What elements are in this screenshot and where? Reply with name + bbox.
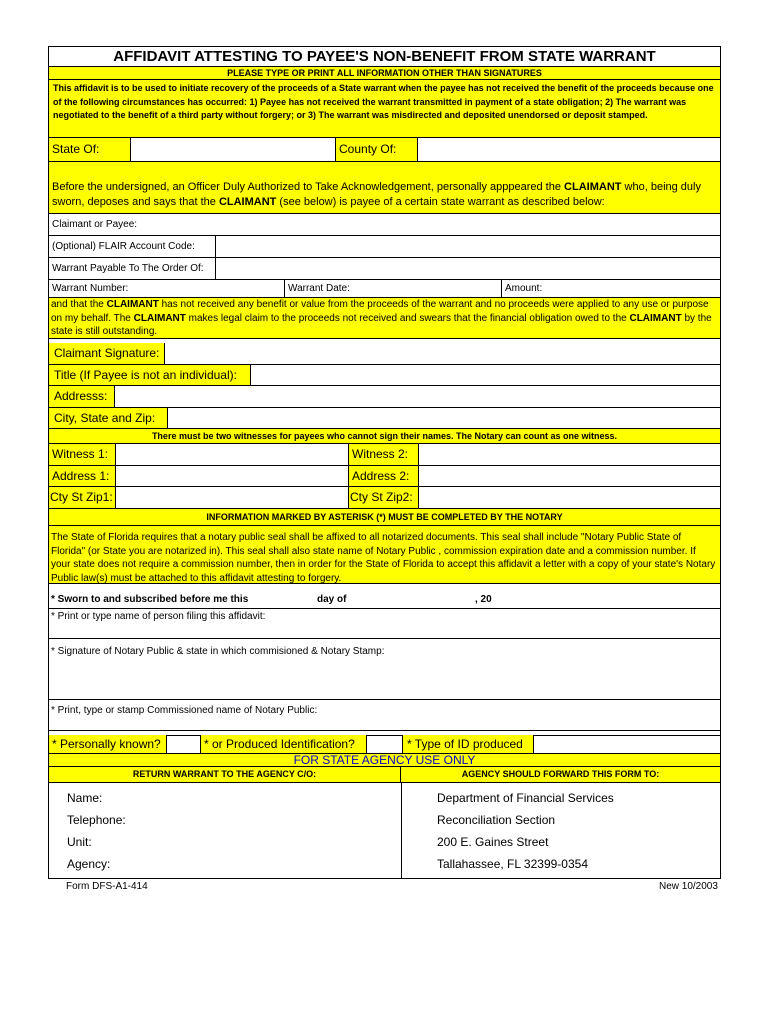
identification-row xyxy=(49,731,720,753)
claimant-city-row xyxy=(49,408,720,429)
return-block xyxy=(49,783,402,879)
claimant-signature-row xyxy=(49,343,720,365)
form-title: AFFIDAVIT ATTESTING TO PAYEE'S NON-BENEFIT FROM STATE WARRANT xyxy=(49,47,720,67)
claimant-title-row xyxy=(49,365,720,386)
claim-text-2: has not received any benefit or value from the proceeds of the warrant and no proceeds were applied to any use or purpose on my behalf. The xyxy=(51,299,709,324)
sworn-before-label: * Sworn to and subscribed before me this xyxy=(51,594,249,605)
claimant-city-label: City, State and Zip: xyxy=(49,408,168,428)
claimant-address-row xyxy=(49,386,720,408)
witness-row-3 xyxy=(49,487,720,509)
produced-id-input[interactable] xyxy=(367,735,403,753)
warrant-number-field[interactable]: Warrant Number: xyxy=(49,280,285,297)
claim-text-1: and that the xyxy=(51,299,107,310)
claim-text-4: by the state is still outstanding. xyxy=(51,312,712,337)
year-label: , 20 xyxy=(475,594,492,605)
claimant-payee-label: Claimant or Payee: xyxy=(52,219,138,230)
return-agency-label[interactable]: Agency: xyxy=(67,857,111,871)
type-of-id-label: * Type of ID produced xyxy=(403,735,534,753)
payable-to-input[interactable] xyxy=(216,258,720,279)
witness-1-label: Witness 1: xyxy=(49,444,116,465)
return-unit-label[interactable]: Unit: xyxy=(67,835,92,849)
sworn-text-1: Before the undersigned, an Officer Duly Authorized to Take Acknowledgement, personally apppeared the xyxy=(52,181,565,193)
claimant-term: CLAIMANT xyxy=(133,312,186,324)
personally-known-input[interactable] xyxy=(167,735,201,753)
payable-to-label: Warrant Payable To The Order Of: xyxy=(49,258,216,279)
claimant-term: CLAIMANT xyxy=(564,181,622,193)
claimant-address-input[interactable] xyxy=(115,386,720,407)
city-zip-2-label: Cty St Zip2: xyxy=(349,487,419,508)
claimant-payee-row xyxy=(49,214,720,236)
return-name-label[interactable]: Name: xyxy=(67,791,103,805)
address-2-input[interactable] xyxy=(419,466,720,486)
return-forward-headers xyxy=(49,767,720,783)
forward-block xyxy=(402,783,720,879)
city-zip-1-input[interactable] xyxy=(116,487,349,508)
amount-field[interactable]: Amount: xyxy=(505,283,543,294)
claimant-term: CLAIMANT xyxy=(106,299,159,310)
commissioned-name-field[interactable]: * Print, type or stamp Commissioned name of Notary Public: xyxy=(49,700,720,731)
sworn-before-row xyxy=(49,592,720,608)
county-of-label: County Of: xyxy=(336,138,418,161)
payable-to-row xyxy=(49,258,720,280)
day-of-label: day of xyxy=(317,594,347,605)
witness-1-input[interactable] xyxy=(116,444,349,465)
claimant-signature-input[interactable] xyxy=(165,343,720,364)
claimant-term: CLAIMANT xyxy=(629,312,682,324)
witness-note: There must be two witnesses for payees who cannot sign their names. The Notary can count as one witness. xyxy=(49,429,720,444)
claimant-title-label: Title (If Payee is not an individual): xyxy=(49,365,251,385)
sworn-text-2: who, being duly sworn, deposes and says that the xyxy=(52,181,701,208)
produced-id-label: * or Produced Identification? xyxy=(201,735,367,753)
claim-text-3: makes legal claim to the proceeds not received and swears that the financial obligation owed to the xyxy=(185,312,630,324)
witness-2-label: Witness 2: xyxy=(349,444,419,465)
personally-known-label: * Personally known? xyxy=(49,735,167,753)
form-number: Form DFS-A1-414 xyxy=(66,881,148,892)
forward-street: 200 E. Gaines Street xyxy=(437,835,549,849)
return-telephone-label[interactable]: Telephone: xyxy=(67,813,126,827)
claimant-title-input[interactable] xyxy=(251,365,720,385)
forward-header: AGENCY SHOULD FORWARD THIS FORM TO: xyxy=(401,767,720,782)
print-name-field[interactable]: * Print or type name of person filing this affidavit: xyxy=(49,608,720,639)
county-of-input[interactable] xyxy=(418,138,720,161)
forward-section: Reconciliation Section xyxy=(437,813,556,827)
notary-text: The State of Florida requires that a notary public seal shall be affixed to all notarized documents. This seal shall include "Notary Public State of Florida" (or State you are notarized in). This seal shall also state name of Notary Public , commission expiration date and a commission number. If your state does not require a commission number, then in order for the State of Florida to accept this affidavit a letter with a copy of your state's Notary Public law(s) must be attached to this affidavit attesting to forgery. xyxy=(49,526,720,584)
claimant-term: CLAIMANT xyxy=(218,196,277,208)
type-of-id-input[interactable] xyxy=(534,735,720,753)
agency-use-banner: FOR STATE AGENCY USE ONLY xyxy=(49,753,720,767)
address-1-input[interactable] xyxy=(116,466,349,486)
witness-row-1 xyxy=(49,444,720,466)
form-subtitle: PLEASE TYPE OR PRINT ALL INFORMATION OTHER THAN SIGNATURES xyxy=(49,67,720,80)
sworn-text-3: (see below) is payee of a certain state warrant as described below: xyxy=(276,196,605,208)
sworn-paragraph xyxy=(49,162,720,214)
claimant-city-input[interactable] xyxy=(168,408,720,428)
return-header: RETURN WARRANT TO THE AGENCY C/O: xyxy=(49,767,401,782)
city-zip-2-input[interactable] xyxy=(419,487,720,508)
address-1-label: Address 1: xyxy=(49,466,116,486)
warrant-date-field[interactable]: Warrant Date: xyxy=(285,280,502,297)
state-county-row xyxy=(49,138,720,162)
affidavit-form xyxy=(48,46,721,879)
state-of-label: State Of: xyxy=(49,138,131,161)
claimant-payee-input[interactable] xyxy=(139,214,720,235)
claimant-address-label: Addresss: xyxy=(49,386,115,407)
notary-header: INFORMATION MARKED BY ASTERISK (*) MUST BE COMPLETED BY THE NOTARY xyxy=(49,509,720,526)
form-date: New 10/2003 xyxy=(659,881,718,892)
flair-input[interactable] xyxy=(216,236,720,257)
flair-label: (Optional) FLAIR Account Code: xyxy=(49,236,216,257)
warrant-details-row xyxy=(49,280,720,297)
claim-paragraph xyxy=(49,297,720,339)
witness-2-input[interactable] xyxy=(419,444,720,465)
state-of-input[interactable] xyxy=(131,138,336,161)
flair-row xyxy=(49,236,720,258)
forward-dept: Department of Financial Services xyxy=(437,791,614,805)
claimant-signature-label: Claimant Signature: xyxy=(49,343,165,364)
notary-signature-field[interactable]: * Signature of Notary Public & state in which commisioned & Notary Stamp: xyxy=(49,639,720,700)
forward-city: Tallahassee, FL 32399-0354 xyxy=(437,857,588,871)
intro-text: This affidavit is to be used to initiate recovery of the proceeds of a State warrant when the payee has not received the benefit of the proceeds because one of the following circumstances has occurred: 1) Payee has not received the warrant transmitted in payment of a state obligation; 2) The warrant was negotiated to the benefit of a third party without forgery; or 3) The warrant was misdirected and deposited unendorsed or deposit stamped. xyxy=(49,80,720,138)
address-2-label: Address 2: xyxy=(349,466,419,486)
witness-row-2 xyxy=(49,466,720,487)
city-zip-1-label: Cty St Zip1: xyxy=(49,487,116,508)
